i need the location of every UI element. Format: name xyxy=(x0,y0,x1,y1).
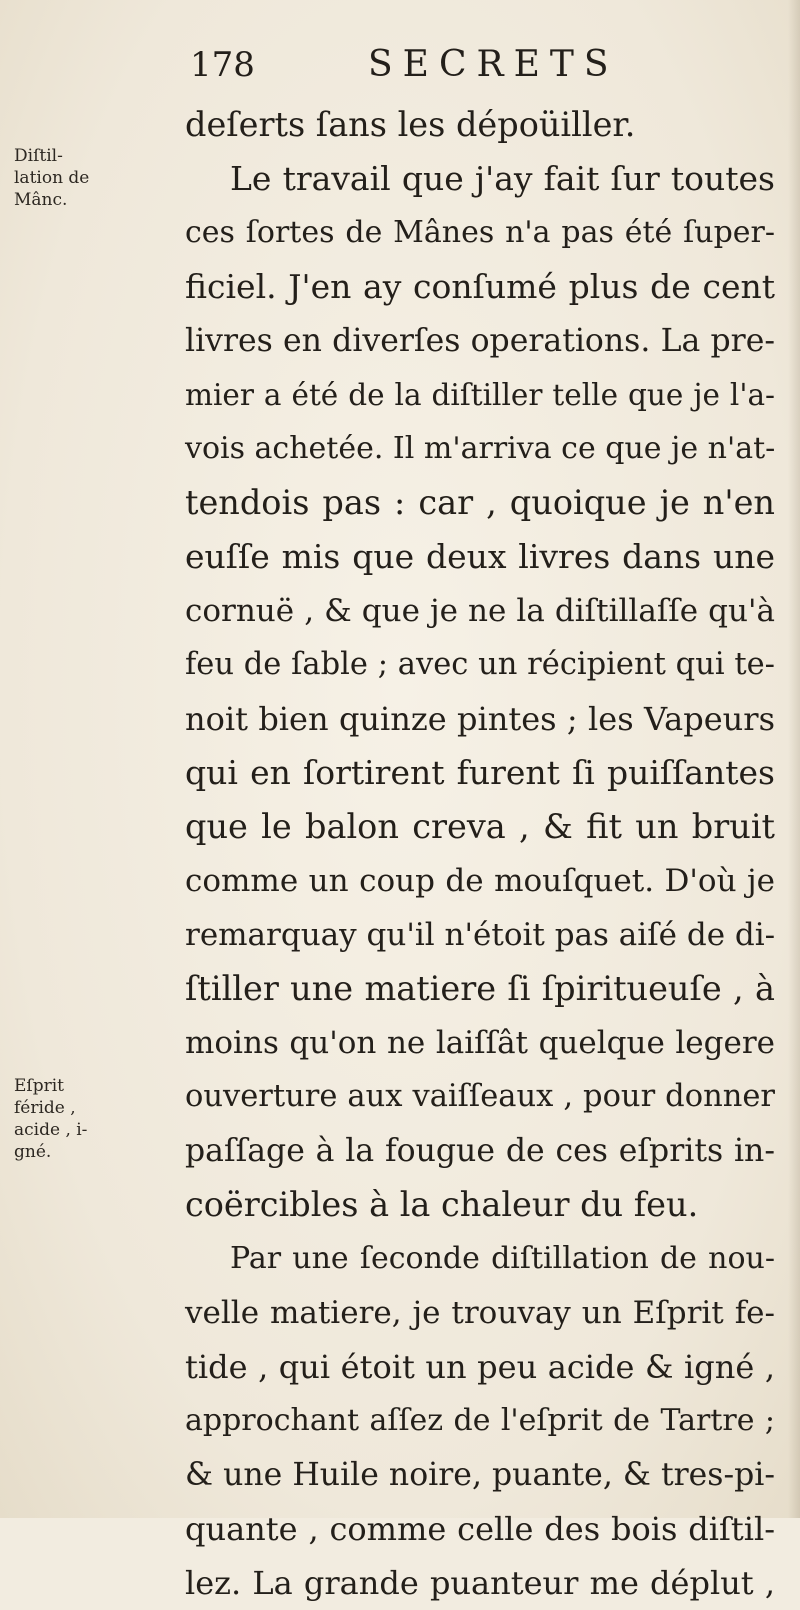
margin-note-line: Eſprit xyxy=(14,1076,64,1096)
text-line: remarquay qu'il n'étoit pas aiſé de di- xyxy=(185,917,776,953)
page-edge-shadow xyxy=(788,0,800,1518)
margin-note-line: gné. xyxy=(14,1142,52,1162)
text-line: coërcibles à la chaleur du feu. xyxy=(185,1185,699,1224)
text-line: deſerts ſans les dépoüiller. xyxy=(185,105,636,144)
text-line: ſtiller une matiere ſi ſpiritueuſe , à xyxy=(185,969,775,1008)
text-line: tendois pas : car , quoique je n'en xyxy=(185,483,775,522)
margin-note-line: lation de xyxy=(14,168,90,188)
text-line: vois achetée. Il m'arriva ce que je n'at- xyxy=(185,431,776,466)
text-line: comme un coup de mouſquet. D'où je xyxy=(185,863,775,899)
running-title: SECRETS xyxy=(368,44,619,85)
text-line: quante , comme celle des bois diſtil- xyxy=(185,1510,775,1548)
text-line: ficiel. J'en ay conſumé plus de cent xyxy=(185,267,775,306)
text-line: tide , qui étoit un peu acide & igné , xyxy=(185,1348,775,1386)
margin-note-line: Diſtil- xyxy=(14,146,63,166)
margin-note-line: féride , xyxy=(14,1098,76,1118)
text-line: & une Huile noire, puante, & tres-pi- xyxy=(185,1457,775,1493)
text-line: moins qu'on ne laiſſât quelque legere xyxy=(185,1025,775,1061)
text-line: euſſe mis que deux livres dans une xyxy=(185,537,775,576)
margin-note-esprit xyxy=(14,1075,184,1163)
text-line: cornuë , & que je ne la diſtillaſſe qu'à xyxy=(185,593,775,629)
text-line: que le balon creva , & fit un bruit xyxy=(185,807,775,846)
margin-note-line: acide , i- xyxy=(14,1120,88,1140)
margin-note-distillation xyxy=(14,145,184,211)
body-text xyxy=(185,98,775,1610)
margin-note-line: Mânc. xyxy=(14,190,68,210)
text-line: lez. La grande puanteur me déplut , xyxy=(185,1564,775,1602)
text-line: ces ſortes de Mânes n'a pas été ſuper- xyxy=(185,215,775,250)
text-line: Le travail que j'ay fait ſur toutes xyxy=(230,159,775,198)
text-line: ouverture aux vaiſſeaux , pour donner xyxy=(185,1079,775,1114)
page-header xyxy=(190,40,630,90)
text-line: velle matiere, je trouvay un Eſprit fe- xyxy=(185,1295,775,1331)
text-line: paſſage à la fougue de ces eſprits in- xyxy=(185,1133,775,1169)
text-line: qui en ſortirent furent ſi puiſſantes xyxy=(185,753,775,792)
text-line: noit bien quinze pintes ; les Vapeurs xyxy=(185,700,775,738)
text-line: feu de ſable ; avec un récipient qui te- xyxy=(185,647,775,682)
text-line: approchant aſſez de l'eſprit de Tartre ; xyxy=(185,1403,775,1438)
text-line: Par une ſeconde diſtillation de nou- xyxy=(230,1241,775,1276)
page-number: 178 xyxy=(190,45,255,85)
text-line: mier a été de la diſtiller telle que je l'a- xyxy=(185,378,775,412)
text-line: livres en diverſes operations. La pre- xyxy=(185,323,775,359)
